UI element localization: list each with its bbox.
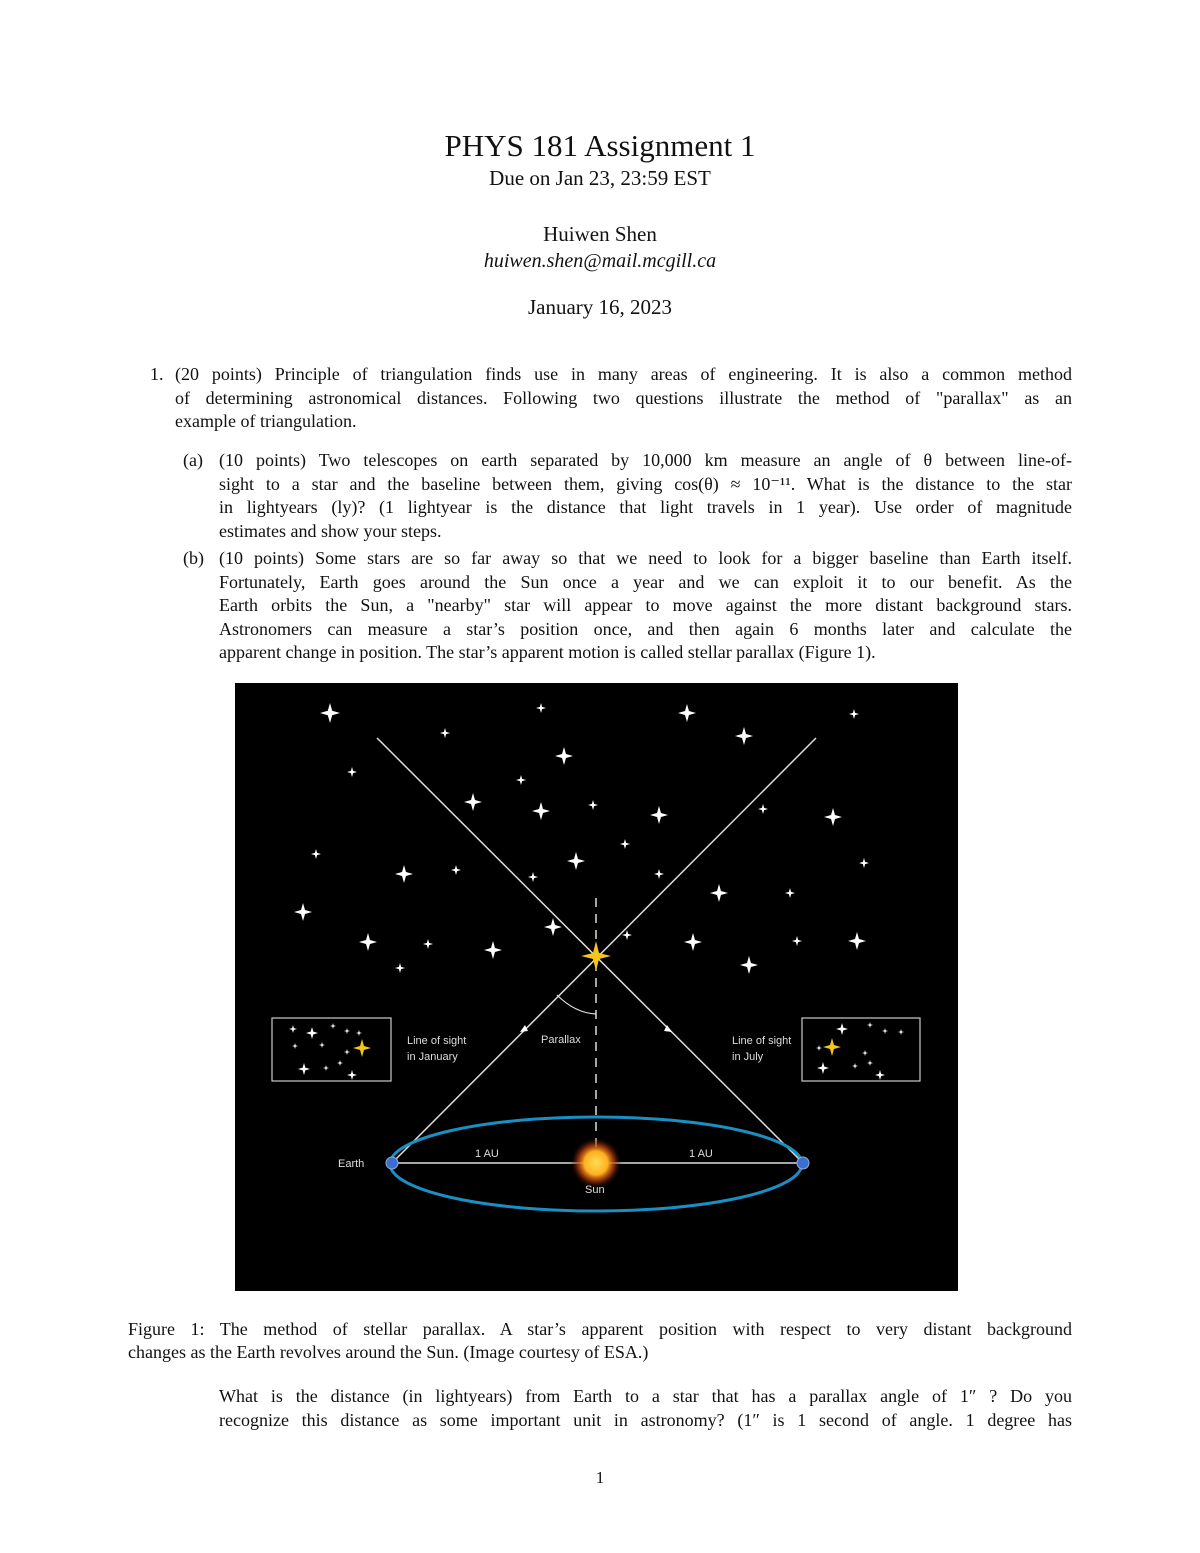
subquestion-label-a: (a) <box>183 450 203 470</box>
star-icon <box>353 1039 371 1057</box>
star-icon <box>650 806 668 824</box>
star-icon <box>451 865 461 875</box>
star-icon <box>882 1028 888 1034</box>
label-earth: Earth <box>338 1158 365 1170</box>
followup-question-line: recognize this distance as some important unit in astronomy? (1″ is 1 second of angle. 1 degree has <box>219 1410 1072 1430</box>
star-icon <box>347 1070 357 1080</box>
earth-icon-july <box>797 1157 809 1169</box>
subquestion-b-line: Earth orbits the Sun, a "nearby" star will appear to move against the more distant background stars. <box>219 595 1072 615</box>
sun-icon <box>570 1137 622 1189</box>
label-line-of-sight-jan: Line of sight <box>407 1035 467 1047</box>
star-icon <box>588 800 598 810</box>
label-in-july: in July <box>732 1051 764 1063</box>
star-icon <box>817 1062 829 1074</box>
label-sun: Sun <box>585 1184 605 1196</box>
star-icon <box>862 1050 868 1056</box>
star-icon <box>823 1038 841 1056</box>
background-stars <box>294 703 869 974</box>
star-icon <box>867 1060 873 1066</box>
star-icon <box>792 936 802 946</box>
subquestion-label-b: (b) <box>183 548 204 568</box>
star-icon <box>740 956 758 974</box>
star-icon <box>735 727 753 745</box>
star-icon <box>337 1060 343 1066</box>
star-icon <box>816 1045 822 1051</box>
star-icon <box>852 1063 858 1069</box>
star-icon <box>678 704 696 722</box>
label-au-left: 1 AU <box>475 1148 499 1160</box>
star-icon <box>654 869 664 879</box>
star-icon <box>824 808 842 826</box>
subquestion-b-line: Fortunately, Earth goes around the Sun once a year and we can exploit it to our benefit. As the <box>219 572 1072 592</box>
star-icon <box>859 858 869 868</box>
star-icon <box>684 933 702 951</box>
star-icon <box>440 728 450 738</box>
star-icon <box>528 872 538 882</box>
star-icon <box>464 793 482 811</box>
star-icon <box>567 852 585 870</box>
page-number: 1 <box>595 1468 605 1487</box>
author-email[interactable]: huiwen.shen@mail.mcgill.ca <box>483 250 717 272</box>
label-au-right: 1 AU <box>689 1148 713 1160</box>
star-icon <box>536 703 546 713</box>
star-icon <box>323 1065 329 1071</box>
due-date: Due on Jan 23, 23:59 EST <box>489 166 711 190</box>
star-icon <box>292 1043 298 1049</box>
star-icon <box>785 888 795 898</box>
author-name: Huiwen Shen <box>543 222 657 246</box>
star-icon <box>836 1023 848 1035</box>
question-number: 1. <box>150 364 164 384</box>
label-parallax: Parallax <box>541 1034 581 1046</box>
star-icon <box>359 933 377 951</box>
star-icon <box>710 884 728 902</box>
star-icon <box>319 1042 325 1048</box>
subquestion-b-line: apparent change in position. The star’s apparent motion is called stellar parallax (Figure 1). <box>219 642 876 662</box>
parallax-angle-arc <box>557 995 596 1014</box>
stellar-parallax-figure <box>235 683 958 1291</box>
line-of-sight-july <box>377 738 803 1163</box>
star-icon <box>344 1049 350 1055</box>
star-icon <box>294 903 312 921</box>
figure-caption-line: Figure 1: The method of stellar parallax. A star’s apparent position with respect to very distant background <box>128 1319 1072 1339</box>
star-icon <box>347 767 357 777</box>
star-icon <box>848 932 866 950</box>
star-icon <box>867 1022 873 1028</box>
subquestion-b-line: Astronomers can measure a star’s position once, and then again 6 months later and calculate the <box>219 619 1072 639</box>
star-icon <box>306 1027 318 1039</box>
star-icon <box>532 802 550 820</box>
star-icon <box>620 839 630 849</box>
parallax-diagram <box>235 683 958 1291</box>
star-icon <box>423 939 433 949</box>
line-of-sight-january <box>392 738 816 1163</box>
followup-question-line: What is the distance (in lightyears) from Earth to a star that has a parallax angle of 1″ ? Do you <box>219 1386 1072 1406</box>
earth-icon-january <box>386 1157 398 1169</box>
label-in-january: in January <box>407 1051 458 1063</box>
star-icon <box>330 1023 336 1029</box>
star-icon <box>356 1030 362 1036</box>
subquestion-a-line: (10 points) Two telescopes on earth separated by 10,000 km measure an angle of θ between line-of- <box>219 450 1072 470</box>
star-icon <box>344 1028 350 1034</box>
document-date: January 16, 2023 <box>527 295 673 319</box>
star-icon <box>516 775 526 785</box>
inset-july <box>802 1018 920 1081</box>
star-icon <box>849 709 859 719</box>
document-title: PHYS 181 Assignment 1 <box>444 128 756 163</box>
inset-january <box>272 1018 391 1081</box>
star-icon <box>898 1029 904 1035</box>
star-icon <box>320 703 340 723</box>
star-icon <box>298 1063 310 1075</box>
figure-caption-line: changes as the Earth revolves around the Sun. (Image courtesy of ESA.) <box>128 1342 649 1362</box>
question-text-line: example of triangulation. <box>175 411 357 431</box>
question-text-line: (20 points) Principle of triangulation finds use in many areas of engineering. It is also a common method <box>175 364 1072 384</box>
star-icon <box>395 865 413 883</box>
question-text-line: of determining astronomical distances. Following two questions illustrate the method of "parallax" as an <box>175 388 1072 408</box>
star-icon <box>395 963 405 973</box>
label-line-of-sight-jul: Line of sight <box>732 1035 792 1047</box>
star-icon <box>484 941 502 959</box>
subquestion-a-line: in lightyears (ly)? (1 lightyear is the distance that light travels in 1 year). Use order of magnitude <box>219 497 1072 517</box>
subquestion-b-line: (10 points) Some stars are so far away so that we need to look for a bigger baseline than Earth itself. <box>219 548 1072 568</box>
star-icon <box>289 1025 297 1033</box>
star-icon <box>875 1070 885 1080</box>
subquestion-a-line: estimates and show your steps. <box>219 521 442 541</box>
star-icon <box>758 804 768 814</box>
star-icon <box>555 747 573 765</box>
star-icon <box>311 849 321 859</box>
subquestion-a-line: sight to a star and the baseline between them, giving cos(θ) ≈ 10⁻¹¹. What is the distance to the star <box>219 474 1072 494</box>
